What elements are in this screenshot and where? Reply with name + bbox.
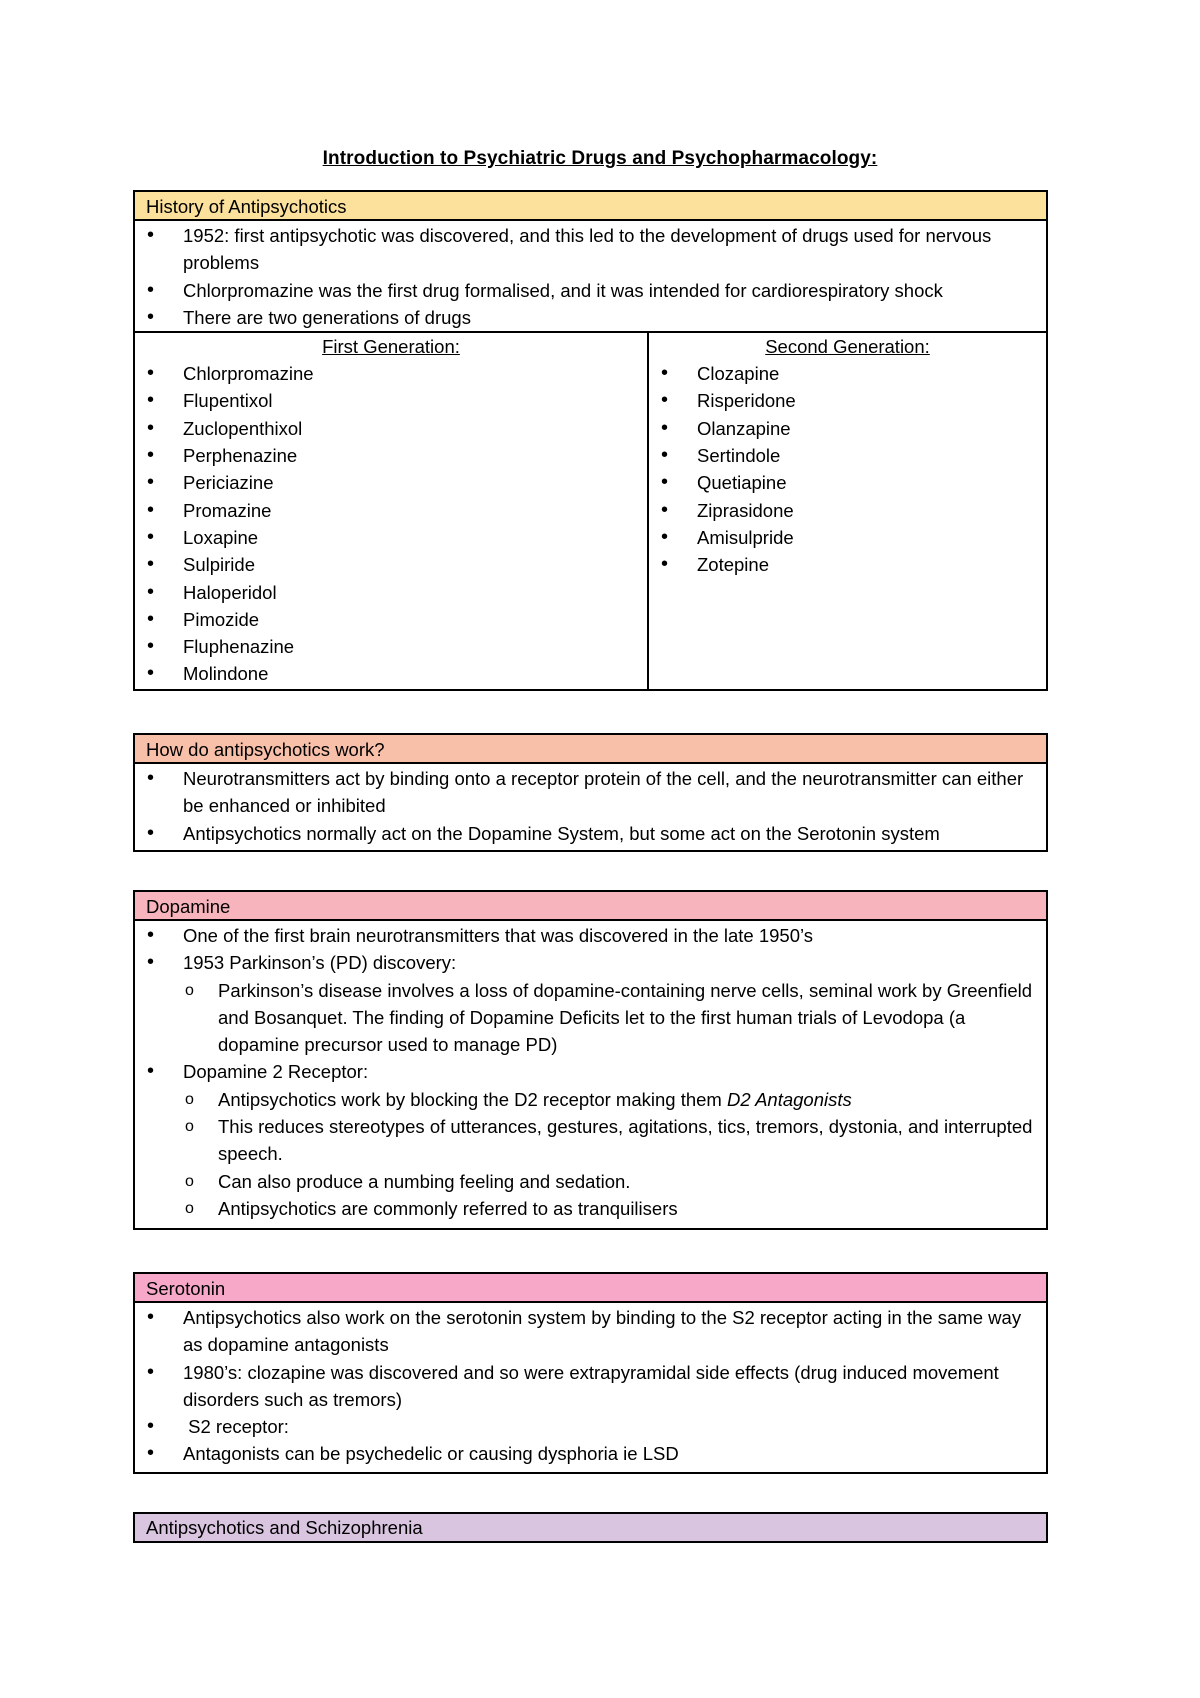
- how-header: How do antipsychotics work?: [135, 735, 1046, 764]
- list-item: • One of the first brain neurotransmitters that was discovered in the late 1950’s: [145, 922, 1036, 949]
- sub-list-item: o This reduces stereotypes of utterances, gestures, agitations, tics, tremors, dystonia, and interrupted speech.: [145, 1113, 1036, 1168]
- list-item: • Risperidone: [659, 387, 1036, 414]
- list-item: • Quetiapine: [659, 469, 1036, 496]
- list-item: • Zuclopenthixol: [145, 415, 637, 442]
- how-bullet-list: [145, 765, 1036, 847]
- sub-list-item: [145, 1086, 1036, 1113]
- list-item: • Fluphenazine: [145, 633, 637, 660]
- d2-receptor-sub-list: [145, 1086, 1036, 1222]
- page-title: Introduction to Psychiatric Drugs and Psychopharmacology:: [322, 148, 878, 169]
- list-item: • Chlorpromazine: [145, 360, 637, 387]
- list-item: • Zotepine: [659, 551, 1036, 578]
- serotonin-bullet-list: [145, 1304, 1036, 1468]
- history-section: [133, 190, 1048, 691]
- schizophrenia-header: Antipsychotics and Schizophrenia: [135, 1514, 1046, 1541]
- schizophrenia-section: [133, 1512, 1048, 1543]
- how-section: [133, 733, 1048, 852]
- list-item: • Clozapine: [659, 360, 1036, 387]
- list-item: • Olanzapine: [659, 415, 1036, 442]
- list-item: • Haloperidol: [145, 579, 637, 606]
- d2-antagonists-term: D2 Antagonists: [726, 1088, 852, 1110]
- history-bullet-list: [145, 222, 1036, 331]
- list-item: • Perphenazine: [145, 442, 637, 469]
- list-item: • Molindone: [145, 660, 637, 687]
- list-item: • Antagonists can be psychedelic or causing dysphoria ie LSD: [145, 1440, 1036, 1467]
- list-item: • S2 receptor:: [145, 1413, 1036, 1440]
- second-generation-column: [647, 333, 1046, 689]
- serotonin-section: [133, 1272, 1048, 1474]
- second-generation-heading: Second Generation:: [765, 336, 930, 358]
- sub-list-item: o Can also produce a numbing feeling and sedation.: [145, 1168, 1036, 1195]
- dopamine-sub-list: [145, 977, 1036, 1059]
- list-item: • Chlorpromazine was the first drug formalised, and it was intended for cardiorespiratory shock: [145, 277, 1036, 304]
- list-item: • Periciazine: [145, 469, 637, 496]
- dopamine-header: Dopamine: [135, 892, 1046, 921]
- dopamine-section: [133, 890, 1048, 1230]
- sub-list-item: o Antipsychotics are commonly referred to as tranquilisers: [145, 1195, 1036, 1222]
- generations-table: [135, 331, 1046, 689]
- list-item: • Ziprasidone: [659, 497, 1036, 524]
- list-item: • Neurotransmitters act by binding onto a receptor protein of the cell, and the neurotransmitter can either be enhanced or inhibited: [145, 765, 1036, 820]
- list-item: • Sulpiride: [145, 551, 637, 578]
- list-item: • Promazine: [145, 497, 637, 524]
- list-item: • Pimozide: [145, 606, 637, 633]
- list-item: • Sertindole: [659, 442, 1036, 469]
- list-item-text: 1953 Parkinson’s (PD) discovery:: [183, 952, 457, 974]
- history-header: History of Antipsychotics: [135, 192, 1046, 221]
- list-item: • Antipsychotics normally act on the Dopamine System, but some act on the Serotonin system: [145, 820, 1036, 847]
- sub-list-item-text: Antipsychotics work by blocking the D2 receptor making them: [218, 1088, 727, 1110]
- first-generation-list: [145, 360, 637, 689]
- list-item: • Antipsychotics also work on the serotonin system by binding to the S2 receptor acting in the same way as dopamine antagonists: [145, 1304, 1036, 1359]
- list-item: • There are two generations of drugs: [145, 304, 1036, 331]
- first-generation-column: [135, 333, 647, 689]
- list-item: • 1980’s: clozapine was discovered and so were extrapyramidal side effects (drug induced movement disorders such as tremors): [145, 1359, 1036, 1414]
- list-item: • Flupentixol: [145, 387, 637, 414]
- list-item: • Amisulpride: [659, 524, 1036, 551]
- sub-list-item: o Parkinson’s disease involves a loss of dopamine-containing nerve cells, seminal work by Greenfield and Bosanquet. The finding of Dopamine Deficits let to the first human trials of Levodopa (a dopamine precursor used to manage PD): [145, 977, 1036, 1059]
- list-item: • Loxapine: [145, 524, 637, 551]
- first-generation-heading: First Generation:: [322, 336, 460, 358]
- serotonin-header: Serotonin: [135, 1274, 1046, 1303]
- list-item: • Dopamine 2 Receptor:: [145, 1058, 1036, 1085]
- list-item: • 1952: first antipsychotic was discovered, and this led to the development of drugs used for nervous problems: [145, 222, 1036, 277]
- dopamine-bullet-list: [145, 922, 1036, 977]
- list-item: [145, 949, 1036, 976]
- dopamine-bullet-list-2: [145, 1058, 1036, 1085]
- second-generation-list: [659, 360, 1036, 579]
